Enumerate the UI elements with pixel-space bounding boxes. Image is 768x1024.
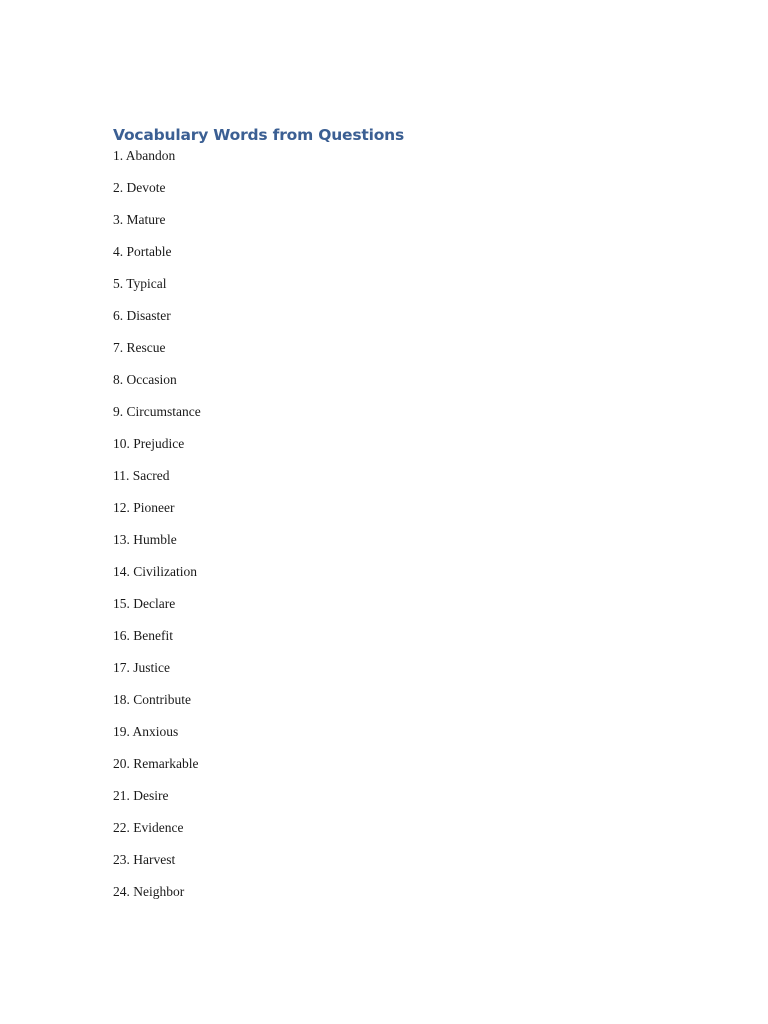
list-item: 12. Pioneer xyxy=(113,500,175,515)
list-item: 16. Benefit xyxy=(113,628,173,643)
list-item: 14. Civilization xyxy=(113,564,197,579)
list-item: 22. Evidence xyxy=(113,820,184,835)
vocabulary-list xyxy=(113,146,673,914)
list-item: 23. Harvest xyxy=(113,852,176,867)
list-item: 1. Abandon xyxy=(113,148,176,163)
list-item: 13. Humble xyxy=(113,532,177,547)
list-item: 11. Sacred xyxy=(113,468,170,483)
list-item: 9. Circumstance xyxy=(113,404,201,419)
list-item: 8. Occasion xyxy=(113,372,177,387)
list-item: 24. Neighbor xyxy=(113,884,185,899)
list-item: 6. Disaster xyxy=(113,308,171,323)
list-item: 5. Typical xyxy=(113,276,167,291)
document-title: Vocabulary Words from Questions xyxy=(113,126,405,144)
list-item: 17. Justice xyxy=(113,660,170,675)
list-item: 4. Portable xyxy=(113,244,172,259)
list-item: 18. Contribute xyxy=(113,692,191,707)
list-item: 19. Anxious xyxy=(113,724,179,739)
document-page xyxy=(113,124,673,914)
list-item: 21. Desire xyxy=(113,788,169,803)
list-item: 15. Declare xyxy=(113,596,176,611)
list-item: 20. Remarkable xyxy=(113,756,199,771)
list-item: 3. Mature xyxy=(113,212,166,227)
list-item: 10. Prejudice xyxy=(113,436,185,451)
list-item: 7. Rescue xyxy=(113,340,166,355)
list-item: 2. Devote xyxy=(113,180,166,195)
